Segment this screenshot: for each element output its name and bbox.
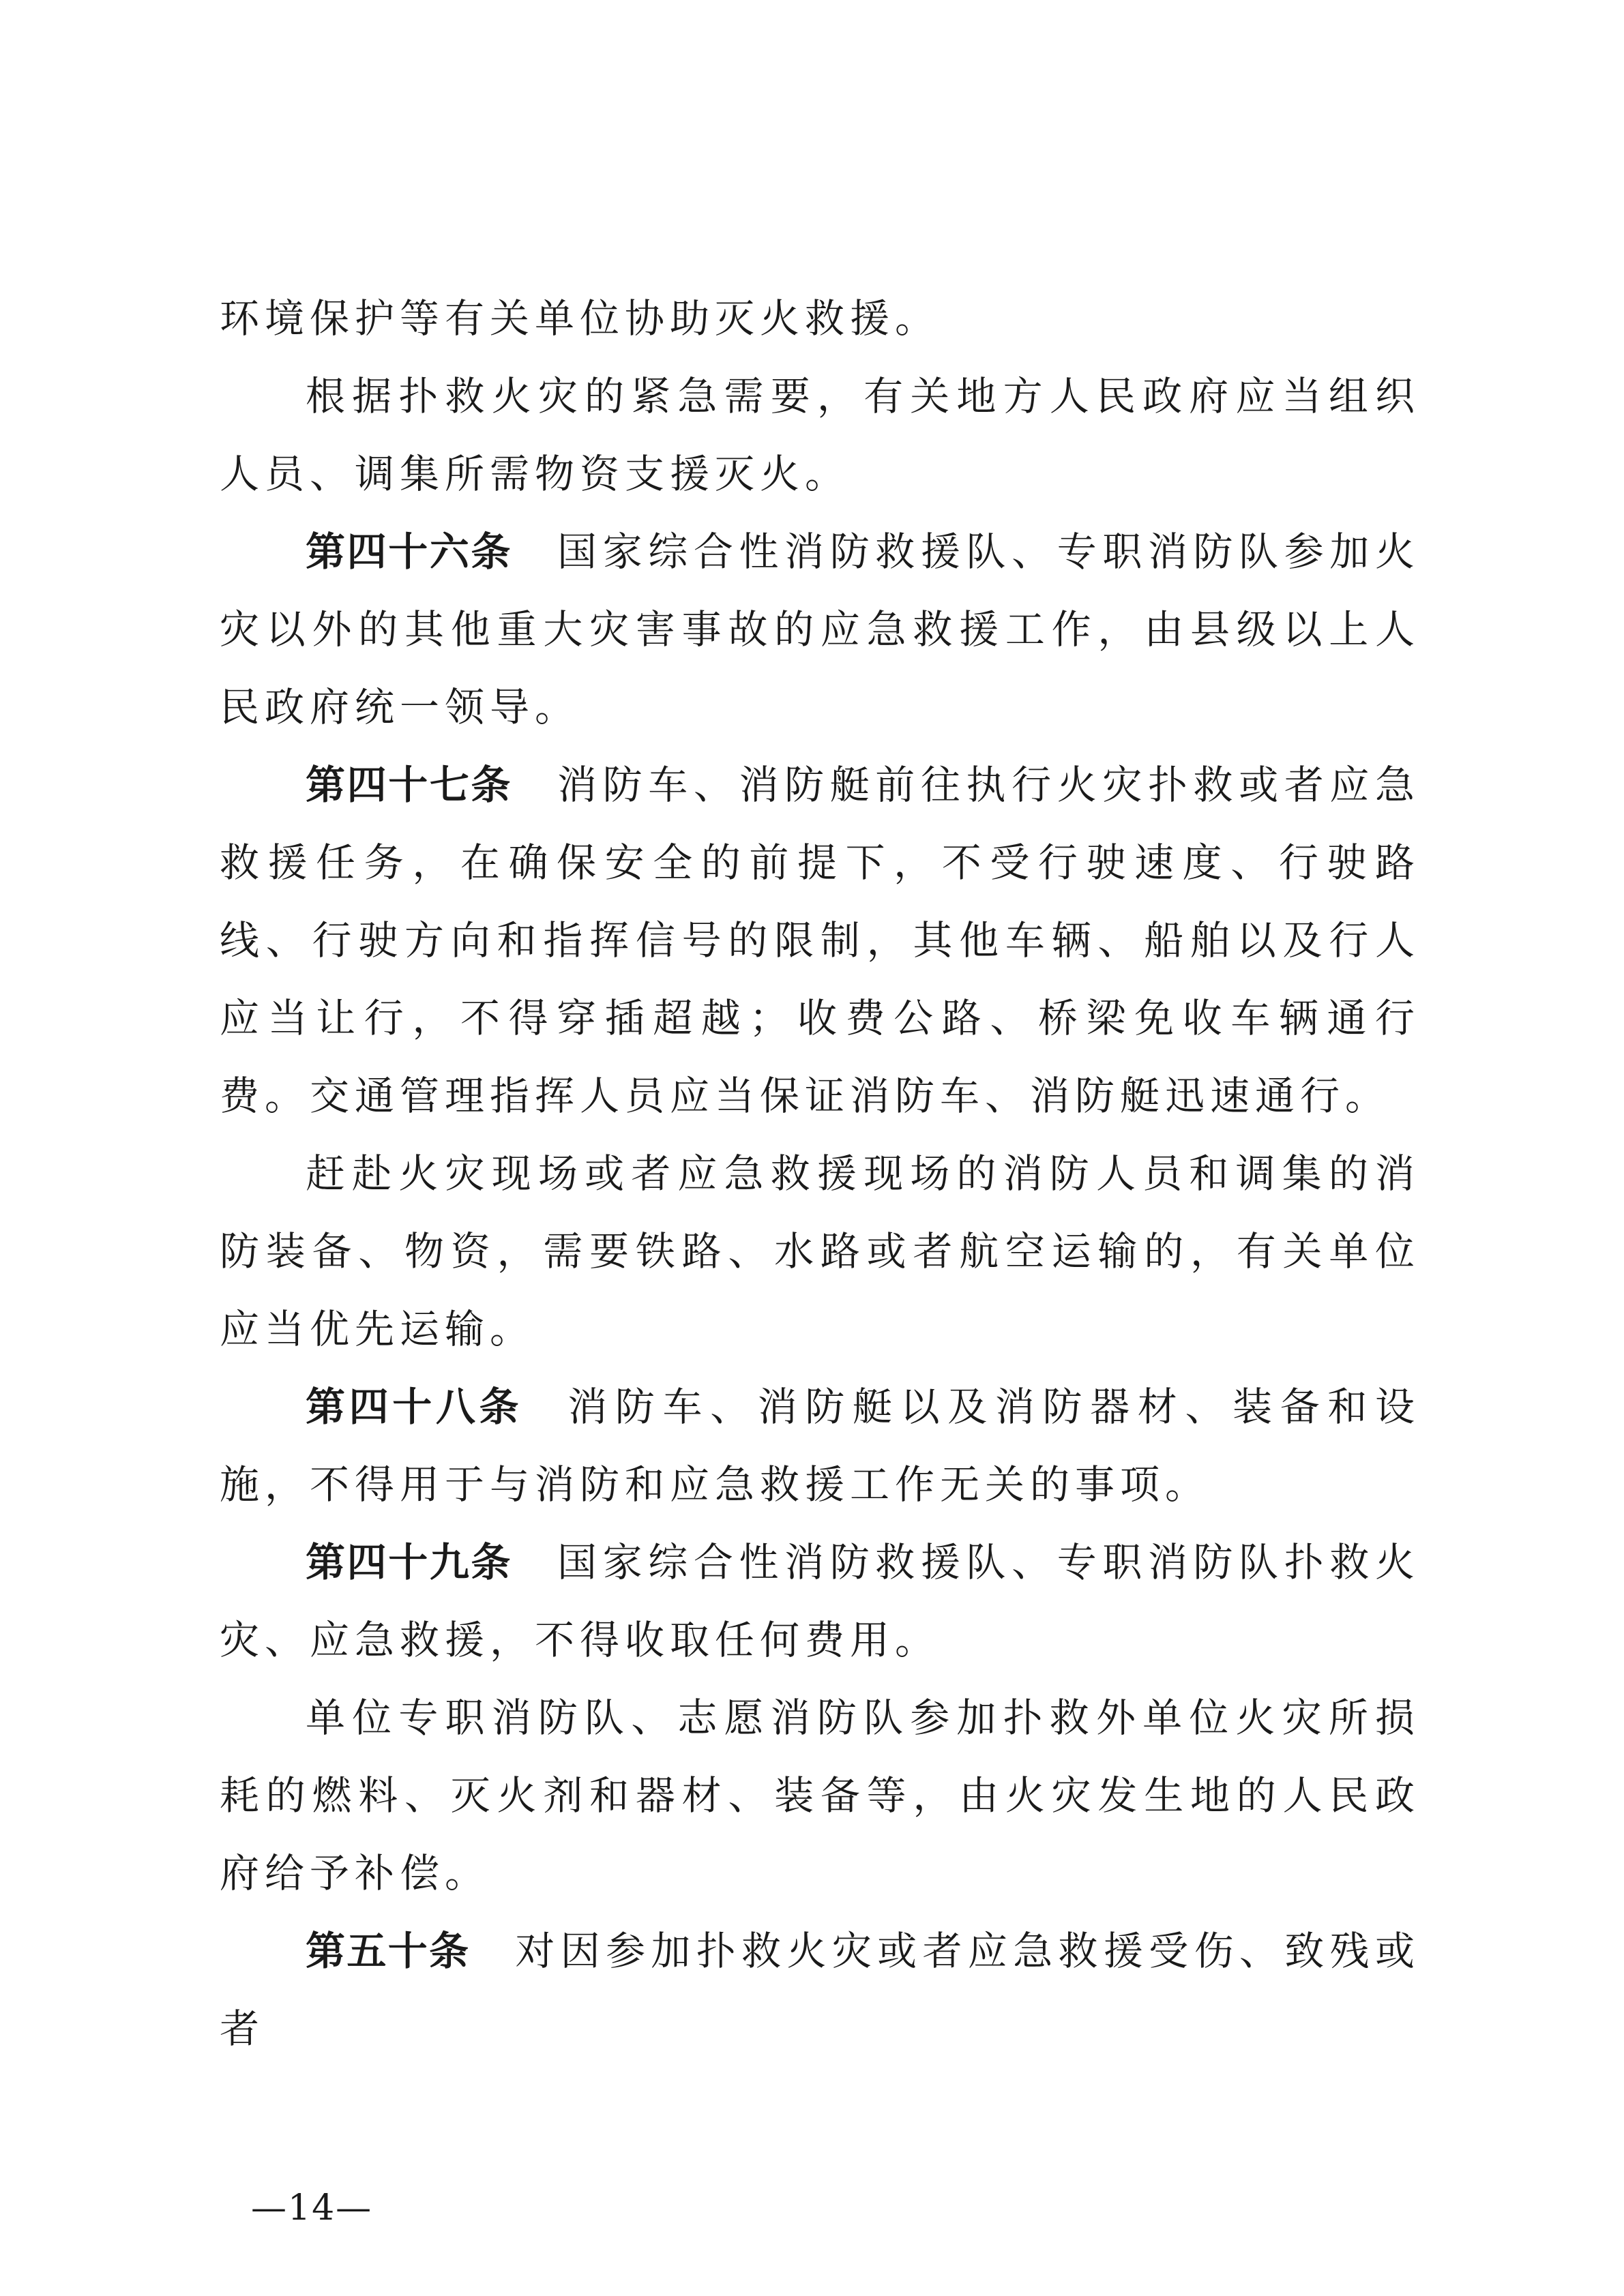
paragraph-text: 消防车、消防艇前往执行火灾扑救或者应急救援任务，在确保安全的前提下，不受行驶速度、行驶路线、行驶方向和指挥信号的限制，其他车辆、船舶以及行人应当让行，不得穿插超越；收费公路、桥梁免收车辆通行费。交通管理指挥人员应当保证消防车、消防艇迅速通行。 bbox=[220, 762, 1420, 1119]
article-heading: 第四十七条 bbox=[306, 762, 513, 808]
article-paragraph bbox=[220, 1912, 1420, 2068]
article-heading: 第五十条 bbox=[306, 1928, 471, 1974]
paragraph-text: 国家综合性消防救援队、专职消防队扑救火灾、应急救援，不得收取任何费用。 bbox=[220, 1539, 1420, 1663]
paragraph bbox=[220, 1679, 1420, 1912]
paragraph-text: 根据扑救火灾的紧急需要，有关地方人民政府应当组织人员、调集所需物资支援灭火。 bbox=[220, 373, 1420, 497]
paragraph-text: 对因参加扑救火灾或者应急救援受伤、致残或者 bbox=[220, 1928, 1420, 2052]
paragraph-text: 环境保护等有关单位协助灭火救援。 bbox=[220, 295, 941, 342]
article-paragraph bbox=[220, 1368, 1420, 1523]
article-paragraph bbox=[220, 1523, 1420, 1679]
paragraph-text: 单位专职消防队、志愿消防队参加扑救外单位火灾所损耗的燃料、灭火剂和器材、装备等，由火灾发生地的人民政府给予补偿。 bbox=[220, 1695, 1420, 1896]
article-paragraph bbox=[220, 746, 1420, 1135]
paragraph-text: 消防车、消防艇以及消防器材、装备和设施，不得用于与消防和应急救援工作无关的事项。 bbox=[220, 1384, 1420, 1508]
article-paragraph bbox=[220, 513, 1420, 746]
article-heading: 第四十六条 bbox=[306, 528, 513, 575]
paragraph-text: 国家综合性消防救援队、专职消防队参加火灾以外的其他重大灾害事故的应急救援工作，由县级以上人民政府统一领导。 bbox=[220, 528, 1420, 730]
paragraph-text: 赶赴火灾现场或者应急救援现场的消防人员和调集的消防装备、物资，需要铁路、水路或者航空运输的，有关单位应当优先运输。 bbox=[220, 1150, 1420, 1352]
article-heading: 第四十八条 bbox=[306, 1384, 523, 1430]
article-heading: 第四十九条 bbox=[306, 1539, 513, 1585]
paragraph bbox=[220, 357, 1420, 513]
paragraph bbox=[220, 1135, 1420, 1368]
page-number: —14— bbox=[251, 2188, 373, 2228]
body-text bbox=[220, 280, 1420, 2068]
paragraph bbox=[220, 280, 1420, 357]
